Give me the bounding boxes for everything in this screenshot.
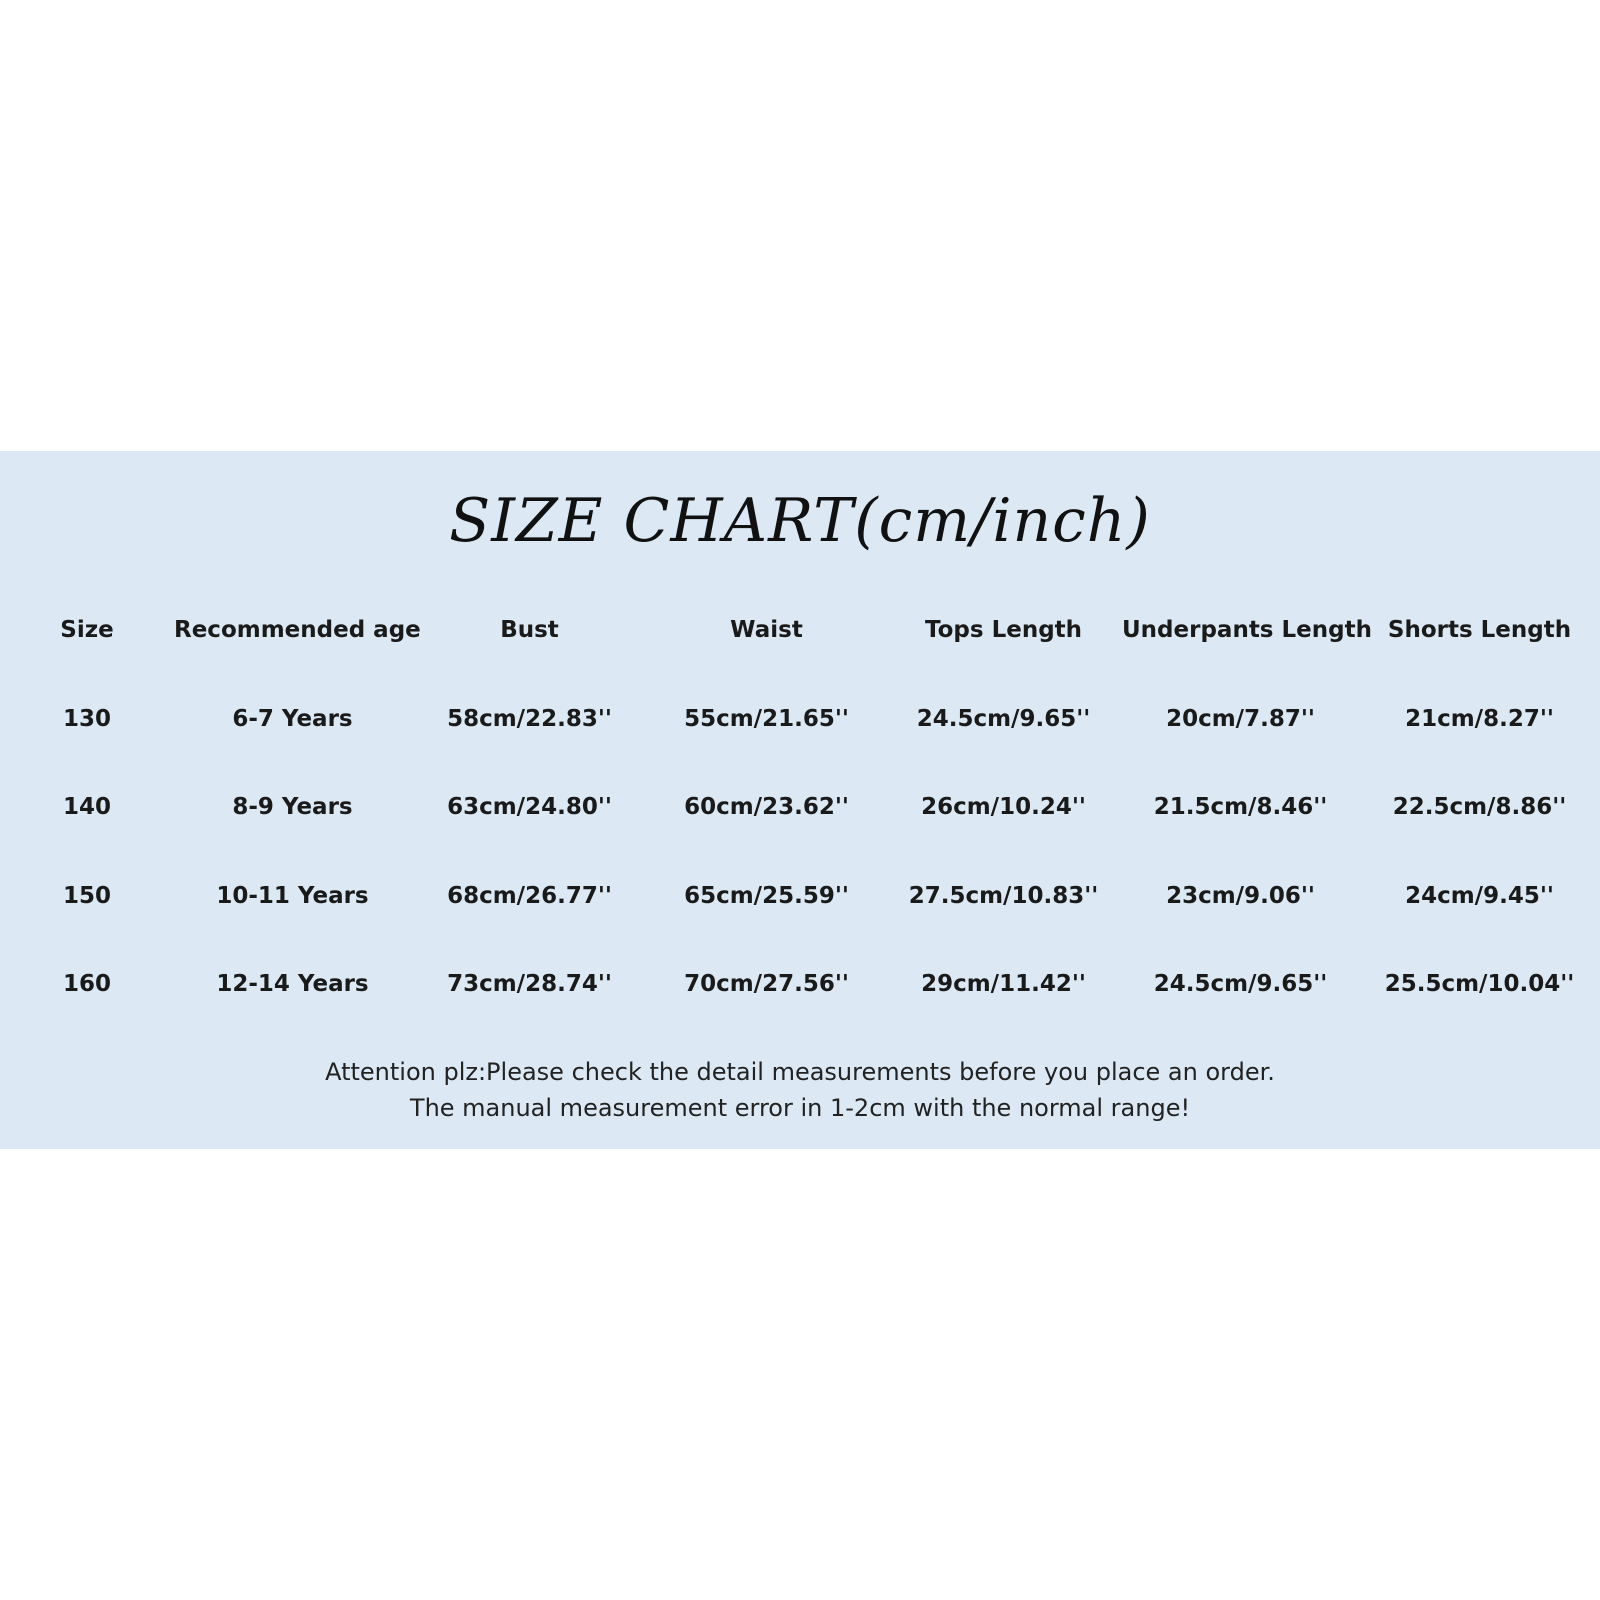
size-chart-table — [0, 586, 1600, 1029]
header-waist: Waist — [730, 617, 803, 644]
table-row — [0, 763, 1600, 852]
size-chart-title: SIZE CHART(cm/inch) — [449, 486, 1151, 556]
attention-note: Attention plz:Please check the detail measurements before you place an order. — [325, 1058, 1275, 1086]
header-row — [0, 586, 1600, 675]
cell-size: 140 — [62, 794, 111, 821]
cell-waist: 65cm/25.59'' — [684, 882, 849, 909]
header-underpants-length: Underpants Length — [1122, 617, 1372, 644]
error-range-note: The manual measurement error in 1-2cm with the normal range! — [409, 1094, 1191, 1122]
cell-waist: 55cm/21.65'' — [684, 705, 849, 732]
header-shorts-length: Shorts Length — [1387, 617, 1572, 644]
cell-tops-length: 26cm/10.24'' — [921, 794, 1086, 821]
header-bust: Bust — [500, 617, 559, 644]
cell-tops-length: 24.5cm/9.65'' — [916, 705, 1091, 732]
cell-size: 130 — [62, 705, 111, 732]
cell-tops-length: 27.5cm/10.83'' — [908, 882, 1099, 909]
table-row — [0, 852, 1600, 941]
cell-waist: 60cm/23.62'' — [684, 794, 849, 821]
cell-recommended-age: 12-14 Years — [216, 971, 369, 998]
cell-underpants-length: 21.5cm/8.46'' — [1153, 794, 1328, 821]
cell-shorts-length: 24cm/9.45'' — [1405, 882, 1554, 909]
cell-bust: 58cm/22.83'' — [447, 705, 612, 732]
header-size: Size — [60, 617, 114, 644]
table-row — [0, 675, 1600, 764]
measurement-notes — [0, 1054, 1600, 1126]
cell-size: 150 — [62, 882, 111, 909]
cell-size: 160 — [62, 971, 111, 998]
cell-shorts-length: 21cm/8.27'' — [1405, 705, 1554, 732]
cell-underpants-length: 20cm/7.87'' — [1166, 705, 1315, 732]
cell-tops-length: 29cm/11.42'' — [921, 971, 1086, 998]
cell-bust: 68cm/26.77'' — [447, 882, 612, 909]
cell-underpants-length: 23cm/9.06'' — [1166, 882, 1315, 909]
size-chart-panel — [0, 451, 1600, 1149]
cell-shorts-length: 22.5cm/8.86'' — [1392, 794, 1567, 821]
header-recommended-age: Recommended age — [174, 617, 421, 644]
cell-recommended-age: 10-11 Years — [216, 882, 369, 909]
table-row — [0, 940, 1600, 1029]
cell-bust: 73cm/28.74'' — [447, 971, 612, 998]
cell-underpants-length: 24.5cm/9.65'' — [1153, 971, 1328, 998]
cell-recommended-age: 6-7 Years — [232, 705, 353, 732]
cell-shorts-length: 25.5cm/10.04'' — [1384, 971, 1575, 998]
header-tops-length: Tops Length — [924, 617, 1083, 644]
cell-waist: 70cm/27.56'' — [684, 971, 849, 998]
cell-bust: 63cm/24.80'' — [447, 794, 612, 821]
cell-recommended-age: 8-9 Years — [232, 794, 353, 821]
